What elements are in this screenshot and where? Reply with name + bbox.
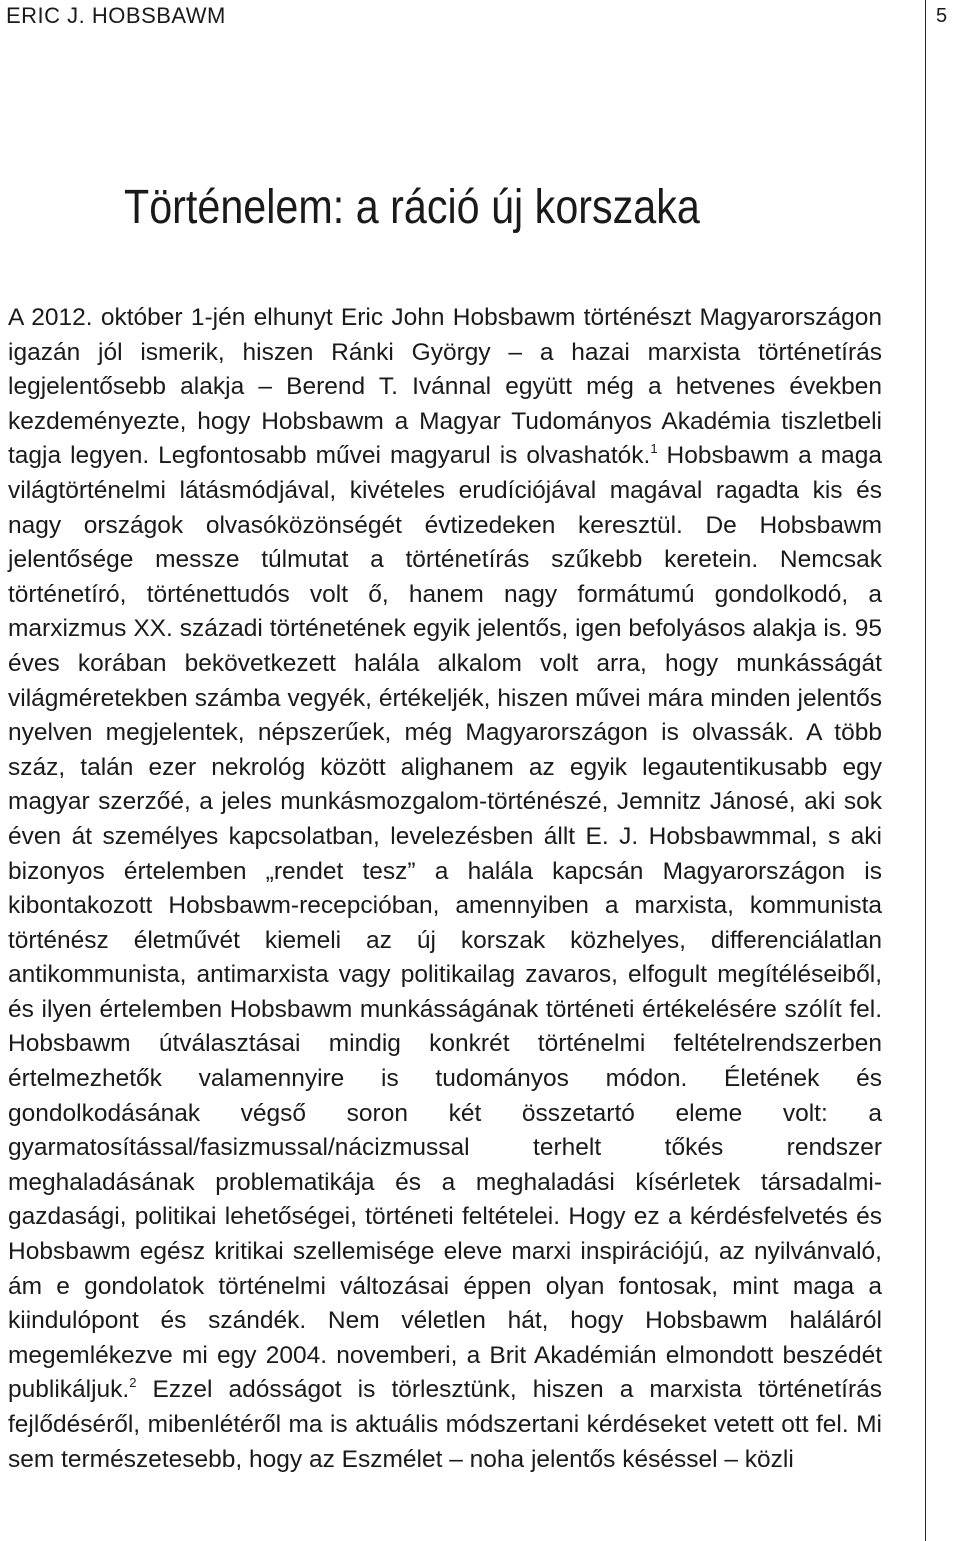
- running-head: ERIC J. HOBSBAWM: [6, 3, 226, 28]
- page-number: 5: [936, 5, 948, 27]
- footnote-ref-1: 1: [650, 441, 658, 457]
- body-text-segment: A 2012. október 1-jén elhunyt Eric John Hobsbawm történészt Magyarországon igazán jól ismerik, hiszen Ránki György – a hazai marxista történetírás legjelentősebb alakja – Berend T. Ivánnal együtt még a hetvenes években kezdeményezte, hogy Hobsbawm a Magyar Tudományos Akadémia tiszletbeli tagja legyen. Legfontosabb művei magyarul is olvashatók.: [8, 304, 882, 470]
- body-text-segment: Hobsbawm a maga világtörténelmi látásmódjával, kivételes erudíciójával magával ragadta kis és nagy országok olvasóközönségét évtizedeken keresztül. De Hobsbawm jelentősége messze túlmutat a történetírás szűkebb keretein. Nemcsak történetíró, történettudós volt ő, hanem nagy formátumú gondolkodó, a marxizmus XX. századi történetének egyik jelentős, igen befolyásos alakja is. 95 éves korában bekövetkezett halála alkalom volt arra, hogy munkásságát világméretekben számba vegyék, értékeljék, hiszen művei mára minden jelentős nyelven megjelentek, népszerűek, még Magyarországon is olvassák. A több száz, talán ezer nekrológ között alighanem az egyik legautentikusabb egy magyar szerzőé, a jeles munkásmozgalom-történészé, Jemnitz Jánosé, aki sok éven át személyes kapcsolatban, levelezésben állt E. J. Hobsbawmmal, s aki bizonyos értelemben „rendet tesz” a halála kapcsán Magyarországon is kibontakozott Hobsbawm-recepcióban, amennyiben a marxista, kommunista történész életművét kiemeli az új korszak közhelyes, differenciálatlan antikommunista, antimarxista vagy politikailag zavaros, elfogult megítéléseiből, és ilyen értelemben Hobsbawm munkásságának történeti értékelésére szólít fel. Hobsbawm útválasztásai mindig konkrét történelmi feltételrendszerben értelmezhetők valamennyire is tudományos módon. Életének és gondolkodásának végső soron két összetartó eleme volt: a gyarmatosítással/fasizmussal/nácizmussal terhelt tőkés rendszer meghaladásának problematikája és a meghaladási kísérletek társadalmi-gazdasági, politikai lehetőségei, történeti feltételei. Hogy ez a kérdésfelvetés és Hobsbawm egész kritikai szellemisége eleve marxi inspirációjú, az nyilvánvaló, ám e gondolatok történelmi változásai éppen olyan fontosak, mint maga a kiindulópont és szándék. Nem véletlen hát, hogy Hobsbawm haláláról megemlékezve mi egy 2004. novemberi, a Brit Akadémián elmondott beszédét publikáljuk.: [8, 442, 882, 1404]
- journal-name: Eszmélet: [341, 1445, 443, 1473]
- body-paragraph: [8, 301, 882, 1477]
- footnote-ref-2: 2: [129, 1375, 137, 1391]
- margin-rule: [925, 0, 926, 1541]
- body-text-segment: – noha jelentős késéssel – közli: [442, 1445, 794, 1473]
- chapter-title: Történelem: a ráció új korszaka: [124, 181, 700, 234]
- body-text-segment: Ezzel adósságot is törlesztünk, hiszen a marxista történetírás fejlődéséről, mibenlétéről ma is aktuális módszertani kérdéseket vetett ott fel. Mi sem természetesebb, hogy az: [8, 1376, 882, 1473]
